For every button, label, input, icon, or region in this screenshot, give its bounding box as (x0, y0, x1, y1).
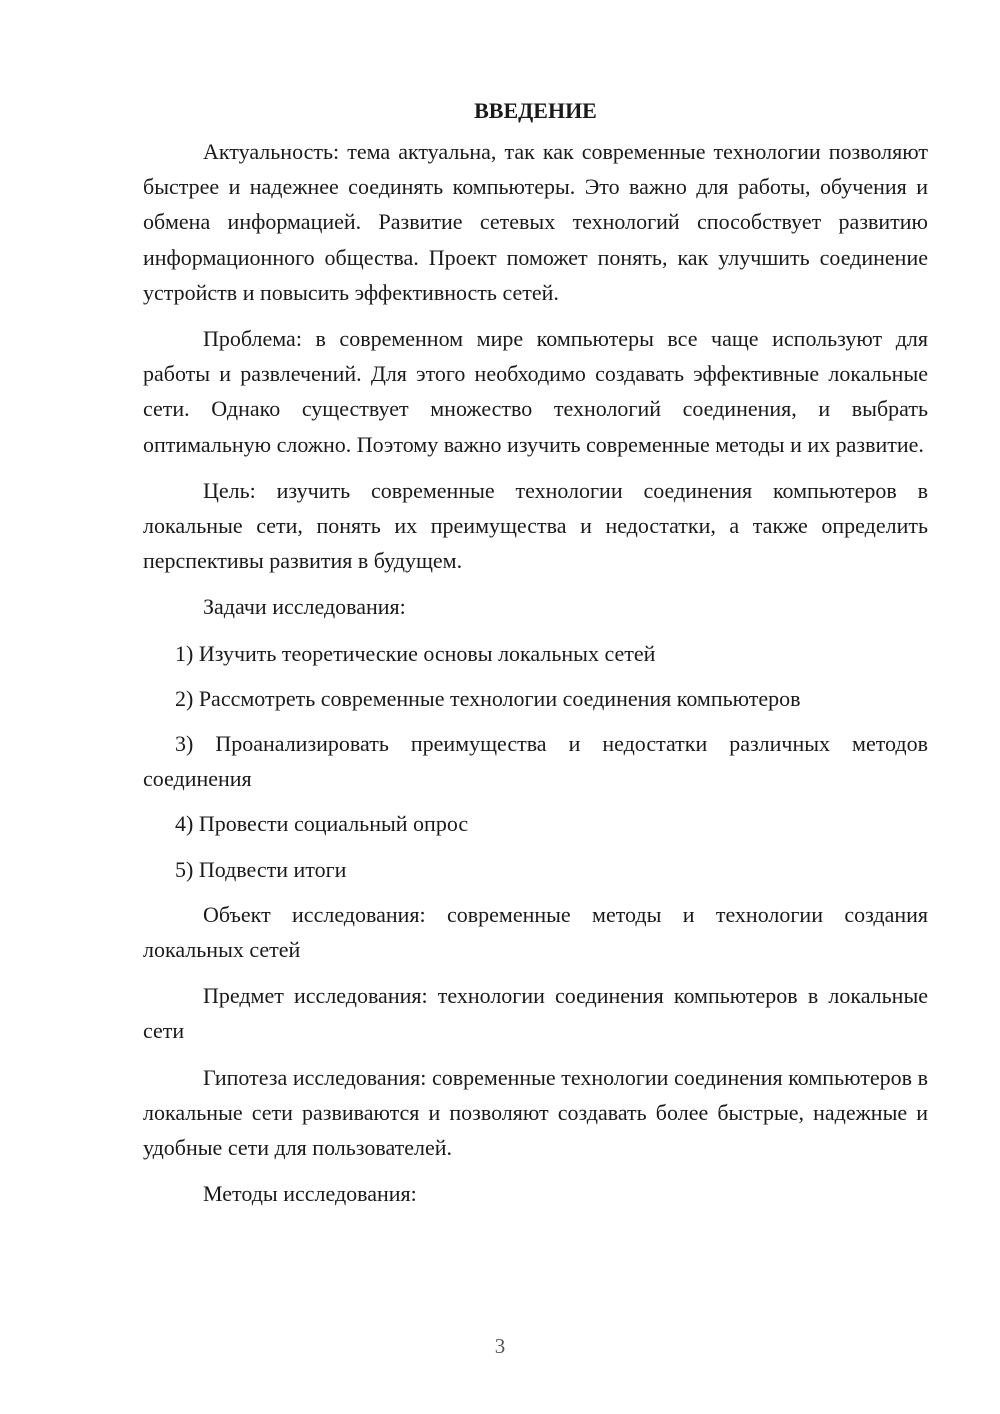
task-item: 4) Провести социальный опрос (175, 811, 469, 837)
problem-paragraph: Проблема: в современном мире компьютеры все чаще используют для работы и развлечений. Для этого необходимо создавать эффективные локальные сети. Однако существует множество технологий соединения, и выбрать оптимальную сложно. Поэтому важно изучить современные методы и их развитие. (143, 326, 928, 457)
task-item: 1) Изучить теоретические основы локальных сетей (175, 640, 656, 666)
subject-paragraph: Предмет исследования: технологии соединения компьютеров в локальные сети (143, 983, 928, 1044)
page-number: 3 (494, 1334, 506, 1358)
task-item: 3) Проанализировать преимущества и недостатки различных методов соединения (143, 731, 928, 792)
document-page (143, 94, 928, 1222)
object-paragraph: Объект исследования: современные методы и технологии создания локальных сетей (143, 901, 928, 963)
methods-paragraph: Методы исследования: (203, 1181, 417, 1207)
task-item: 5) Подвести итоги (175, 856, 347, 882)
hypothesis-paragraph: Гипотеза исследования: современные технологии соединения компьютеров в локальные сети развиваются и позволяют создавать более быстрые, надежные и удобные сети для пользователей. (143, 1064, 928, 1161)
tasks-list (143, 636, 928, 887)
tasks-intro: Задачи исследования: (203, 594, 406, 620)
section-heading: ВВЕДЕНИЕ (474, 98, 597, 123)
goal-paragraph: Цель: изучить современные технологии соединения компьютеров в локальные сети, понять их преимущества и недостатки, а также определить перспективы развития в будущем. (143, 477, 928, 574)
relevance-paragraph: Актуальность: тема актуальна, так как современные технологии позволяют быстрее и надежнее соединять компьютеры. Это важно для работы, обучения и обмена информацией. Развитие сетевых технологий способствует развитию информационного общества. Проект поможет понять, как улучшить соединение устройств и повысить эффективность сетей. (143, 139, 928, 305)
task-item: 2) Рассмотреть современные технологии соединения компьютеров (175, 685, 801, 711)
